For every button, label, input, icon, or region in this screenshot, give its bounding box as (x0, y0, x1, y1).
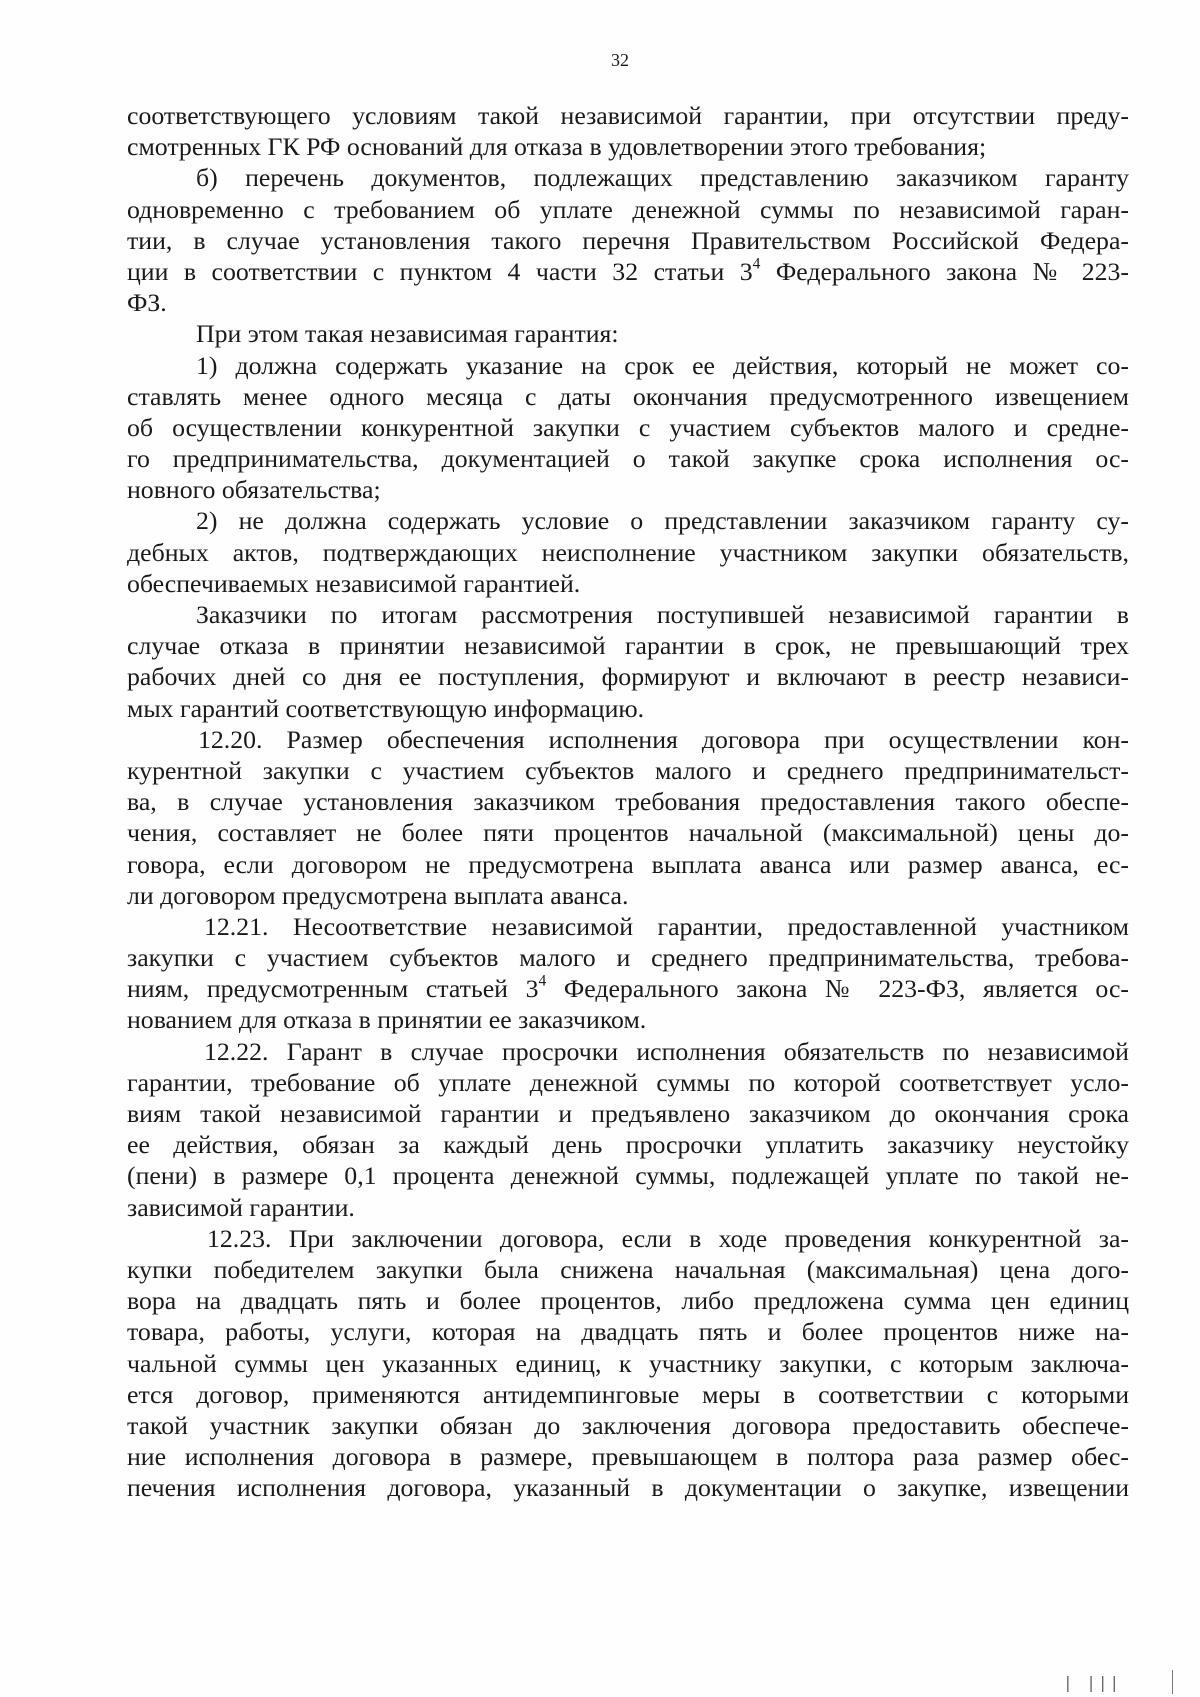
text-line (127, 505, 1129, 536)
text-line-main: печения исполнения договора, указанный в документации о закупке, извещении (127, 1473, 1129, 1503)
text-line (127, 1004, 1129, 1035)
text-line-main: новного обязательства; (127, 475, 381, 505)
text-line (127, 318, 1129, 349)
text-line (127, 1316, 1129, 1347)
text-line (127, 1254, 1129, 1285)
text-line-main: говора, если договором не предусмотрена выплата аванса или размер аванса, ес- (127, 849, 1129, 879)
text-line-main: 12.21. Несоответствие независимой гарантии, предоставленной участником (204, 911, 1129, 941)
body-text (127, 100, 1129, 1503)
text-line (127, 1067, 1129, 1098)
text-line (127, 724, 1129, 755)
text-line-tail: Федерального закона № 223-ФЗ, является ос- (546, 974, 1129, 1004)
text-line (127, 599, 1129, 630)
text-line-main: случае отказа в принятии независимой гарантии в срок, не превышающий трех (127, 631, 1129, 661)
text-line (127, 194, 1129, 225)
text-line-main: обеспечиваемых независимой гарантией. (127, 568, 581, 598)
text-line-main: закупки с участием субъектов малого и среднего предпринимательства, требова- (127, 943, 1129, 973)
text-line-main: ФЗ. (127, 288, 167, 318)
text-line (127, 973, 1129, 1004)
text-line-main: чения, составляет не более пяти процентов начальной (максимальной) цены до- (127, 818, 1129, 848)
text-line-main: 12.20. Размер обеспечения исполнения договора при осуществлении кон- (198, 724, 1129, 754)
text-line (127, 1348, 1129, 1379)
text-line-main: 1) должна содержать указание на срок ее действия, который не может со- (196, 350, 1129, 380)
scan-marks: | ||| (1063, 1673, 1122, 1692)
text-line (127, 849, 1129, 880)
text-line (127, 755, 1129, 786)
text-line (127, 568, 1129, 599)
text-line (127, 630, 1129, 661)
text-line-main: нованием для отказа в принятии ее заказчиком. (127, 1005, 647, 1035)
text-line-main: зависимой гарантии. (127, 1192, 355, 1222)
text-line-main: 12.22. Гарант в случае просрочки исполнения обязательств по независимой (204, 1036, 1129, 1066)
text-line (127, 1223, 1129, 1254)
text-line-main: ции в соответствии с пунктом 4 части 32 статьи 3 (127, 256, 753, 286)
page-number: 32 (611, 50, 629, 70)
text-line-main: го предпринимательства, документацией о такой закупке срока исполнения ос- (127, 444, 1129, 474)
text-line (127, 256, 1129, 287)
text-line (127, 1472, 1129, 1503)
text-line (127, 880, 1129, 911)
text-line (127, 225, 1129, 256)
text-line (127, 350, 1129, 381)
text-line-main: купки победителем закупки была снижена начальная (максимальная) цена дого- (127, 1254, 1129, 1284)
superscript: 4 (538, 972, 547, 990)
text-line-main: товара, работы, услуги, которая на двадцать пять и более процентов ниже на- (127, 1317, 1129, 1347)
text-line-main: При этом такая независимая гарантия: (196, 319, 619, 349)
text-line-main: (пени) в размере 0,1 процента денежной суммы, подлежащей уплате по такой не- (127, 1161, 1129, 1191)
text-line (127, 1129, 1129, 1160)
text-line (127, 1098, 1129, 1129)
text-line (127, 162, 1129, 193)
text-line-main: такой участник закупки обязан до заключения договора предоставить обеспече- (127, 1410, 1129, 1440)
text-line (127, 287, 1129, 318)
text-line (127, 1441, 1129, 1472)
text-line-main: ставлять менее одного месяца с даты окончания предусмотренного извещением (127, 381, 1129, 411)
text-line-main: ее действия, обязан за каждый день просрочки уплатить заказчику неустойку (127, 1130, 1129, 1160)
text-line-main: чальной суммы цен указанных единиц, к участнику закупки, с которым заключа- (127, 1348, 1129, 1378)
text-line-main: 12.23. При заключении договора, если в ходе проведения конкурентной за- (207, 1223, 1129, 1253)
text-line (127, 911, 1129, 942)
text-line (127, 661, 1129, 692)
text-line (127, 1285, 1129, 1316)
text-line (127, 381, 1129, 412)
text-line (127, 537, 1129, 568)
text-line (127, 1160, 1129, 1191)
text-line-main: ва, в случае установления заказчиком требования предоставления такого обеспе- (127, 787, 1129, 817)
text-line-main: смотренных ГК РФ оснований для отказа в удовлетворении этого требования; (127, 132, 987, 162)
text-line-main: ется договор, применяются антидемпинговые меры в соответствии с которыми (127, 1379, 1129, 1409)
text-line-main: виям такой независимой гарантии и предъявлено заказчиком до окончания срока (127, 1099, 1129, 1128)
text-line-main: об осуществлении конкурентной закупки с участием субъектов малого и средне- (127, 412, 1129, 442)
text-line (127, 443, 1129, 474)
text-line (127, 100, 1129, 131)
text-line-tail: Федерального закона № 223- (760, 256, 1129, 286)
text-line-main: курентной закупки с участием субъектов малого и среднего предпринимательст- (127, 755, 1129, 785)
text-line-main: соответствующего условиям такой независимой гарантии, при отсутствии преду- (127, 101, 1129, 130)
text-line (127, 786, 1129, 817)
text-line (127, 412, 1129, 443)
text-line-main: дебных актов, подтверждающих неисполнение участником закупки обязательств, (127, 537, 1129, 567)
text-line-main: гарантии, требование об уплате денежной суммы по которой соответствует усло- (127, 1067, 1129, 1097)
text-line (127, 1379, 1129, 1410)
superscript: 4 (752, 255, 761, 273)
text-line (127, 1192, 1129, 1223)
text-line (127, 474, 1129, 505)
text-line-main: рабочих дней со дня ее поступления, формируют и включают в реестр независи- (127, 662, 1129, 692)
text-line-main: Заказчики по итогам рассмотрения поступившей независимой гарантии в (196, 600, 1129, 629)
text-line-main: ли договором предусмотрена выплата аванса. (127, 880, 629, 910)
text-line (127, 693, 1129, 724)
text-line (127, 1410, 1129, 1441)
text-line-main: одновременно с требованием об уплате денежной суммы по независимой гаран- (127, 194, 1129, 224)
text-line-main: мых гарантий соответствующую информацию. (127, 693, 645, 723)
text-line-main: б) перечень документов, подлежащих представлению заказчиком гаранту (196, 163, 1129, 193)
text-line-main: ние исполнения договора в размере, превышающем в полтора раза размер обес- (127, 1442, 1129, 1472)
text-line-main: тии, в случае установления такого перечня Правительством Российской Федера- (127, 225, 1129, 255)
text-line-main: 2) не должна содержать условие о представлении заказчиком гаранту су- (196, 506, 1129, 536)
text-line (127, 817, 1129, 848)
text-line-main: ниям, предусмотренным статьей 3 (127, 974, 539, 1004)
text-line (127, 1036, 1129, 1067)
text-line (127, 942, 1129, 973)
scan-edge-mark (1172, 1670, 1173, 1694)
text-line-main: вора на двадцать пять и более процентов, либо предложена сумма цен единиц (127, 1286, 1129, 1316)
text-line (127, 131, 1129, 162)
